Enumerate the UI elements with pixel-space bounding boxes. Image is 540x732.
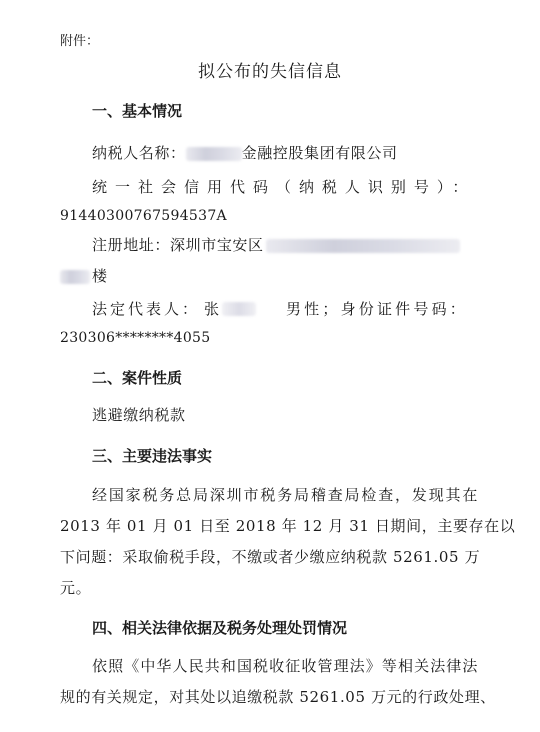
legal-basis-line-2: 规的有关规定，对其处以追缴税款 5261.05 万元的行政处理、: [60, 688, 496, 706]
credit-code-label: 统一社会信用代码（纳税人识别号）：: [92, 178, 468, 196]
legal-rep-surname: 张: [204, 300, 220, 318]
redacted-address-tail: [60, 270, 90, 284]
violation-facts-line-1: 经国家税务总局深圳市税务局稽查局检查，发现其在: [92, 486, 478, 504]
section-heading-violation-facts: 三、主要违法事实: [92, 447, 213, 465]
address-visible: 深圳市宝安区: [170, 236, 264, 254]
address-continued-row: [60, 266, 108, 286]
violation-facts-line-2: 2013 年 01 月 01 日至 2018 年 12 月 31 日期间，主要存在以: [60, 517, 516, 535]
taxpayer-name-row: [92, 143, 398, 163]
taxpayer-name-label: 纳税人名称：: [92, 144, 186, 162]
section-heading-case-nature: 二、案件性质: [92, 369, 183, 387]
violation-facts-line-3: 下问题：采取偷税手段，不缴或者少缴应纳税款 5261.05 万: [60, 548, 481, 566]
legal-rep-row: [92, 299, 468, 319]
taxpayer-name-value: 金融控股集团有限公司: [241, 144, 398, 162]
legal-rep-gender-id-label: 男性；身份证件号码：: [285, 300, 468, 318]
violation-facts-line-4: 元。: [60, 579, 92, 597]
section-heading-basic-info: 一、基本情况: [92, 102, 183, 120]
redacted-address: [266, 239, 460, 253]
redacted-taxpayer-name: [186, 147, 242, 161]
legal-basis-line-1: 依照《中华人民共和国税收征收管理法》等相关法律法: [92, 657, 478, 675]
case-nature-value: 逃避缴纳税款: [92, 406, 186, 424]
address-label: 注册地址：: [92, 236, 171, 254]
address-suffix: 楼: [92, 267, 108, 285]
address-row: [92, 235, 460, 255]
document-title: 拟公布的失信信息: [198, 62, 342, 82]
redacted-rep-name: [222, 302, 256, 316]
legal-rep-id: 230306********4055: [60, 330, 211, 346]
credit-code-value: 91440300767594537A: [60, 208, 227, 224]
section-heading-legal-basis: 四、相关法律依据及税务处理处罚情况: [92, 619, 348, 637]
legal-rep-label: 法定代表人：: [92, 300, 201, 318]
attachment-label: 附件：: [60, 34, 100, 49]
